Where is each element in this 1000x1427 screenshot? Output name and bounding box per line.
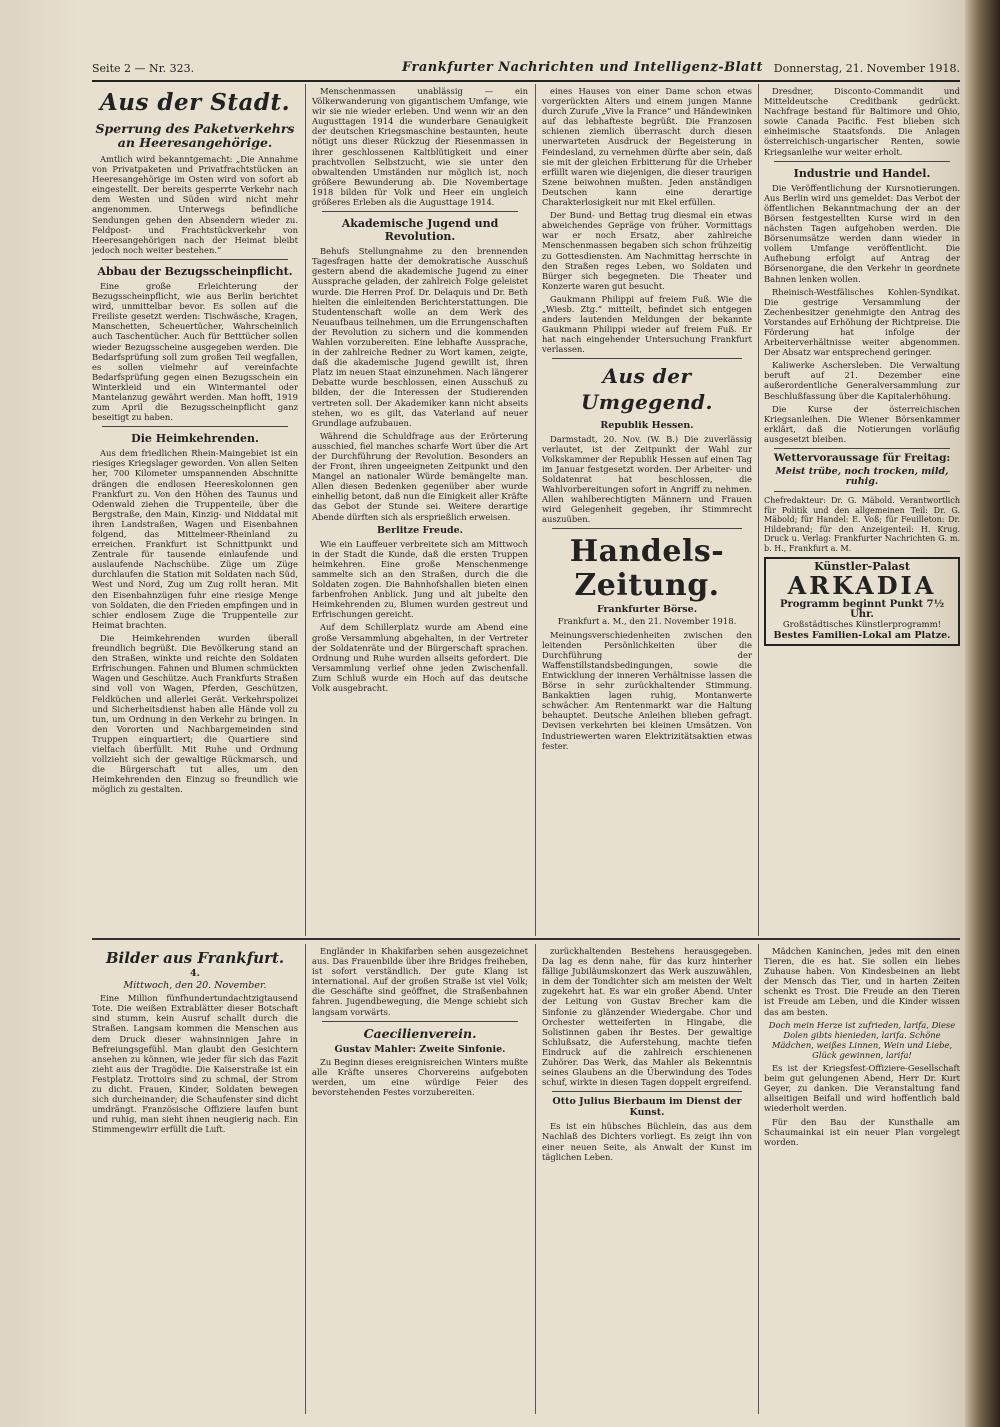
article-kunsthalle: Für den Bau der Kunsthalle am Schaumainkai ist ein neuer Plan vorgelegt worden. bbox=[764, 1116, 960, 1147]
bottom-column-4 bbox=[764, 946, 960, 1414]
article-continuation: Menschenmassen unablässig — ein Völkerwanderung von gigantischem Umfange, wie wir sie nie wieder erleben. Und wenn wir an den Augusttagen 1914 die wunderbare Genauigkeit der deutschen Kriegsmaschine bestaunten, heute nötigt uns dieser Rückzug der Riesenmassen in ihrer geschlossenen Kaltblütigkeit und einer prachtvollen Selbstzucht, wie sie unter den obwaltenden Umständen nur möglich ist, noch größere Bewunderung ab. Die Novembertage 1918 bilden für Volk und Heer ein ungleich größeres Erleben als die Augusttage 1914. bbox=[312, 86, 528, 208]
divider bbox=[552, 1091, 742, 1092]
column-rule bbox=[535, 84, 536, 936]
poem-verse: Doch mein Herze ist zufrieden, larifa, Diese Dolen gibts hienieden, larifa. Schöne Mädchen, weißes Linnen, Wein und Liebe, Glück gewinnen, larifa! bbox=[768, 1019, 956, 1060]
article-paketverkehr: Amtlich wird bekanntgemacht: „Die Annahme von Privatpaketen und Privatfrachtstücken an Heeresangehörige im Osten wird von sofort ab eingestellt. Der bereits gesperrte Verkehr nach dem Westen und Süden wird nicht mehr angenommen. Unterwegs befindliche Sendungen gehen den Absendern wieder zu. Feldpost- und Frachtstückverkehr von Heeresangehörigen nach der Heimat bleibt jedoch noch weiter bestehen.“ bbox=[92, 154, 298, 255]
column-1 bbox=[92, 86, 298, 936]
masthead: Frankfurter Nachrichten und Intelligenz-Blatt bbox=[402, 60, 763, 75]
article-bilder-frankfurt: Eine Million fünfhundertundachtzigtausend Tote. Die weißen Extrablätter dieser Botschaft sind stumm, kein Ausruf schallt durch die Straßen. Langsam kommen die Menschen aus dem Druck dieser wahnsinnigen Jahre in Befreiungsgefühl. Man glaubt den Gesichtern ansehen zu können, wie jeder für sich das Fazit zieht aus der Tragödie. Die Kaiserstraße ist ein Festplatz. Trottoirs sind zu schmal, der Strom zu dicht. Frauen, Kinder, Soldaten bewegen sich durcheinander; die Schaufenster sind dicht umdrängt. Französische Offiziere laufen bunt und ruhig, man sieht ihnen neugierig nach. Ein Stimmengewirr erfüllt die Luft. bbox=[92, 993, 298, 1135]
binding-edge bbox=[965, 0, 1000, 1427]
article-kaninchen: Mädchen Kaninchen, jedes mit den einen Tieren, die es hat. Sie sollen ein liebes Zuhause haben. Von Kindesbeinen an liebt der Mensch das Tier, und in harten Zeiten schenkt es Trost. Die Freude an den Tieren ist Freude am Leben, und die Kinder wissen das am besten. bbox=[764, 946, 960, 1017]
article-kriegsfest: Es ist der Kriegsfest-Offiziere-Gesellschaft beim gut gelungenen Abend, Herr Dr. Kurt Geyer, zu danken. Die Veranstaltung fand allseitigen Beifall und wird hoffentlich bald wiederholt werden. bbox=[764, 1063, 960, 1114]
headline-bierbaum: Otto Julius Bierbaum im Dienst der Kunst. bbox=[552, 1096, 742, 1119]
headline-heimkehrenden: Die Heimkehrenden. bbox=[131, 432, 259, 446]
article-gaukmann: Gaukmann Philippi auf freiem Fuß. Wie die „Wiesb. Ztg.“ mitteilt, befindet sich entgegen anders lautenden Meldungen der bekannte Gaukmann Philippi wieder auf freiem Fuß. Er hat nach eingehender Untersuchung Frankfurt verlassen. bbox=[542, 293, 752, 355]
section-title-handel: Handels-Zeitung. bbox=[569, 534, 725, 604]
divider bbox=[774, 448, 950, 449]
ad-line-2: Großstädtisches Künstlerprogramm! bbox=[782, 620, 942, 631]
column-rule bbox=[535, 944, 536, 1414]
article-freude-2: Auf dem Schillerplatz wurde am Abend eine große Versammlung abgehalten, in der Vertreter der Soldatenräte und der Bürgerschaft sprachen. Ordnung und Ruhe wurden allseits gefordert. Die Versammlung verlief ohne jeden Zwischenfall. Zum Schluß wurde ein Hoch auf das deutsche Volk ausgebracht. bbox=[312, 622, 528, 693]
ad-line-3: Bestes Familien-Lokal am Platze. bbox=[773, 629, 951, 641]
column-rule bbox=[758, 944, 759, 1414]
headline-bilder-frankfurt: Bilder aus Frankfurt. bbox=[105, 949, 285, 967]
divider bbox=[102, 426, 288, 427]
divider bbox=[774, 491, 950, 492]
headline-freude: Berlitze Freude. bbox=[377, 524, 463, 536]
article-bezugsschein: Eine große Erleichterung der Bezugsscheinpflicht, wie aus Berlin berichtet wird, unmittelbar bevor. Es sollen auf die Freiliste gesetzt werden: Tischwäsche, Kragen, Manschetten, Scheuertücher, Wahrscheinlich auch Taschentücher. Auch für Betttücher sollen wieder Bezugsscheine ausgegeben werden. Die Bedarfsprüfung soll zum großen Teil wegfallen, es sollen vielmehr auf vereinfachte Bedarfsprüfung gegen einen Bezugsschein ein Winterkleid und ein Wintermantel oder Mantelanzug gewährt werden. Man hofft, 1919 zum April die Bezugsscheinpflicht ganz beseitigt zu haben. bbox=[92, 280, 298, 423]
section-title-umgegend: Aus der Umgegend. bbox=[580, 364, 713, 415]
column-3 bbox=[542, 86, 752, 936]
divider bbox=[774, 161, 950, 162]
article-kursnotierungen: Die Veröffentlichung der Kursnotierungen. Aus Berlin wird uns gemeldet: Das Verbot der öffentlichen Bekanntmachung der an der Börsen festgestellten Kurse wird in den nächsten Tagen aufgehoben werden. Die Börsenumsätze werden dann wieder in vollem Umfange veröffentlicht. Die Aufhebung erfolgt auf Antrag der Börsenorgane, die den Verkehr in geordnete Bahnen lenken wollen. bbox=[764, 182, 960, 284]
article-darmstadt: Darmstadt, 20. Nov. (W. B.) Die zuverlässig verlautet, ist der Zeitpunkt der Wahl zur Volkskammer der Republik Hessen auf einen Tag im Januar festgesetzt worden. Der Arbeiter- und Soldatenrat hat beschlossen, die Wahlvorbereitungen sofort in Angriff zu nehmen. Allen wahlberechtigten Männern und Frauen wird Gelegenheit gegeben, ihr Stimmrecht auszuüben. bbox=[542, 433, 752, 525]
weather-text: Meist trübe, noch trocken, mild, ruhig. bbox=[775, 466, 949, 488]
series-number: 4. bbox=[190, 968, 200, 979]
bottom-column-2 bbox=[312, 946, 528, 1414]
article-caecilienverein: Zu Beginn dieses ereignisreichen Winters mußte alle Kräfte unseres Chorvereins aufgeboten werden, um eine würdige Feier des bevorstehenden Festes vorzubereiten. bbox=[312, 1056, 528, 1098]
column-rule bbox=[305, 944, 306, 1414]
article-kaliwerke: Kaliwerke Aschersleben. Die Verwaltung beruft auf 21. Dezember eine außerordentliche Generalversammlung zur Beschlußfassung über die Kapitalerhöhung. bbox=[764, 360, 960, 401]
feuilleton-date: Mittwoch, den 20. November. bbox=[123, 980, 267, 992]
page-header bbox=[92, 58, 960, 82]
headline-akademische-jugend: Akademische Jugend und Revolution. bbox=[341, 217, 499, 244]
article-bierbaum: Es ist ein hübsches Büchlein, das aus dem Nachlaß des Dichters vorliegt. Es zeigt ihn von einer neuen Seite, als Anwalt der Kunst im täglichen Leben. bbox=[542, 1121, 752, 1162]
article-bilder-cont: Engländer in Khakifarben sehen ausgezeichnet aus. Das Frauenbilde über ihre Bridges freiheben, ist sofort verständlich. Der gute Klang ist international. Auf der großen Straße ist viel Volk; die Geschäfte sind geöffnet, die Straßenbahnen fahren. Jugendbewegung, die Menge schiebt sich langsam vorwärts. bbox=[312, 946, 528, 1017]
divider bbox=[552, 358, 742, 359]
weather-title: Wettervoraussage für Freitag: bbox=[773, 452, 951, 464]
subhead-hessen: Republik Hessen. bbox=[600, 420, 694, 432]
column-4 bbox=[764, 86, 960, 936]
headline-industrie: Industrie und Handel. bbox=[793, 166, 931, 180]
article-mahler-review: zurückhaltenden Bestehens herausgegeben. Da lag es denn nahe, für das kurz hinterher fällige Jubiläumskonzert das Werk auszuwählen, in dem der Tondichter sich am meisten der Welt zugekehrt hat. Es war ein großer Abend. Unter der Leitung von Gustav Brecher kam die Sinfonie zu glänzender Wiedergabe. Chor und Orchester wetteiferten in Hingabe, die Solistinnen gaben ihr Bestes. Der gewaltige Schlußsatz, die Auferstehung, machte tiefen Eindruck auf die zahlreich erschienenen Zuhörer. Das Werk, das Mahler als Bekenntnis seines Glaubens an die Überwindung des Todes schuf, wirkte in diesen Tagen doppelt ergreifend. bbox=[542, 946, 752, 1088]
article-bettag: Der Bund- und Bettag trug diesmal ein etwas abweichendes Gepräge von früher. Vormittags war er noch Ersatz, aber zahlreiche Menschenmassen begaben sich schon frühzeitig zu Gottesdiensten. Am Nachmittag herrschte in den Straßen reges Leben, wo Soldaten und Bürger sich begegneten. Die Theater und Konzerte waren gut besucht. bbox=[542, 210, 752, 291]
section-divider bbox=[92, 938, 960, 940]
column-rule bbox=[305, 84, 306, 936]
article-boerse-cont: Dresdner, Disconto-Commandit und Mitteldeutsche Creditbank gedrückt. Nachfrage bestand für Baltimore und Ohio, sowie Canada Pacific. Fest blieben sich einheimische Staatsfonds. Die Anlagen österreichisch-ungarischer Renten, sowie Kriegsanleihe wur weiter erholt. bbox=[764, 86, 960, 157]
article-kriegsanleihen: Die Kurse der österreichischen Kriegsanleihen. Die Wiener Börsenkammer erklärt, daß die Notierungen vorläufig ausgesetzt bleiben. bbox=[764, 403, 960, 444]
article-vive-la-france: eines Hauses von einer Dame schon etwas vorgerückten Alters und einem jungen Manne durch Zurufe „Vive la France“ und Händewinken auf das lebhafteste begrüßt. Die Franzosen schienen ziemlich überrascht durch diesen unerwarteten Ausdruck der Begeisterung in Feindesland, zu vernehmen dürfte aber sein, daß sie mit der gleichen Erbitterung für die Urheber erfüllt waren wie diejenigen, die dieser traurigen Szene beiwohnen mußten. Jeden anständigen Deutschen kann eine derartige Charakterlosigkeit nur mit Ekel erfüllen. bbox=[542, 86, 752, 208]
headline-bezugsschein: Abbau der Bezugsscheinpflicht. bbox=[97, 264, 293, 278]
article-boerse: Meinungsverschiedenheiten zwischen den leitenden Persönlichkeiten über die Durchführung der Waffenstillstandsbedingungen, sowie die Entwicklung der inneren Verhältnisse lassen die Börse in sehr zurückhaltender Stimmung. Bankaktien lagen ruhig, Montanwerte schwächer. Am Rentenmarkt war die Haltung behauptet. Deutsche Anleihen blieben gefragt. Devisen verkehrten bei kleinen Umsätzen. Von Industriewerten waren Elektrizitätsaktien etwas fester. bbox=[542, 629, 752, 751]
imprint: Chefredakteur: Dr. G. Mäbold. Verantwortlich für Politik und den allgemeinen Teil: Dr. G. Mäbold; für Handel: E. Voß; für Feuilleton: Dr. Hildebrand; für den Anzeigenteil: H. Krug. Druck u. Verlag: Frankfurter Nachrichten G. m. b. H., Frankfurt a. M. bbox=[764, 496, 960, 553]
article-heimkehrenden-1: Aus dem friedlichen Rhein-Maingebiet ist ein riesiges Kriegslager geworden. Von allen Seiten her, 700 Kilometer umspannenden Abschnitte drängen die endlosen Heereskolonnen gen Frankfurt zu. Von den Höhen des Taunus und Odenwald ziehen die Truppenteile, über die Bergstraße, den Main, Kinzig- und Niddatal mit ihren Landstraßen, Wagen und Eisenbahnen folgend, das Mittelmeer-Rheinland zu erreichen. Frankfurt ist Schnittpunkt und Zentrale für tausende einlaufende und auslaufende Nachschübe. Züge um Züge durchlaufen die Station mit Soldaten nach Süd, West und Nord, Zug um Zug rollt heran. Mit den Eisenbahnzügen fuhr eine riesige Menge von Soldaten, die den Frieden empfingen und in schier endlosem Zuge die Truppenteile zur Heimat brachten. bbox=[92, 448, 298, 630]
issue-date: Donnerstag, 21. November 1918. bbox=[773, 62, 960, 75]
article-akademische-jugend-2: Während die Schuldfrage aus der Erörterung ausschied, fiel manches scharfe Wort über die Art der Durchführung der Revolution. Besonders an der Front, ihren ungeeigneten Zeitpunkt und den Mangel an nationaler Würde bemängelte man. Allen diesen Bedenken gegenüber aber wurde einhellig betont, daß nun die Einigkeit aller Kräfte das Gebot der Stunde sei. Weitere derartige Abende dürften sich als ersprießlich erweisen. bbox=[312, 430, 528, 522]
headline-paketverkehr: Sperrung des Paketverkehrs an Heeresangehörige. bbox=[95, 121, 295, 150]
subhead-boerse: Frankfurter Börse. bbox=[596, 604, 698, 616]
divider bbox=[552, 528, 742, 529]
article-heimkehrenden-2: Die Heimkehrenden wurden überall freundlich begrüßt. Die Bevölkerung stand an den Straßen, winkte und reichte den Soldaten Erfrischungen. Fahnen und Blumen schmückten Wagen und Geschütze. Auch Frankfurts Straßen sind voll von Wagen, Pferden, Geschützen, Feldküchen und allerlei Gerät. Verkehrspolizei und Sicherheitsdienst haben alle Hände voll zu tun, um Ordnung in den Verkehr zu bringen. In den Vororten und Nachbargemeinden sind Truppen einquartiert; die Quartiere sind vielfach überfüllt. Mit Ruhe und Ordnung vollzieht sich der gewaltige Rückmarsch, und die Bürgerschaft tut alles, um den Heimkehrenden den Einzug so freundlich wie möglich zu gestalten. bbox=[92, 632, 298, 795]
article-kohlen-syndikat: Rheinisch-Westfälisches Kohlen-Syndikat. Die gestrige Versammlung der Zechenbesitzer genehmigte den Antrag des Vorstandes auf Erhöhung der Richtpreise. Die Förderung hat infolge der Arbeiterverhältnisse weiter abgenommen. Der Absatz war entsprechend geringer. bbox=[764, 286, 960, 358]
ad-name: ARKADIA bbox=[787, 571, 937, 601]
arkadia-advertisement bbox=[764, 557, 960, 645]
ad-pretitle: Künstler-Palast bbox=[814, 560, 910, 574]
divider bbox=[322, 211, 518, 212]
headline-caecilienverein: Caecilienverein. bbox=[363, 1025, 477, 1041]
page-number: Seite 2 — Nr. 323. bbox=[92, 62, 195, 75]
bottom-column-1 bbox=[92, 946, 298, 1414]
column-rule bbox=[758, 84, 759, 936]
section-title-stadt: Aus der Stadt. bbox=[99, 89, 291, 116]
boerse-dateline: Frankfurt a. M., den 21. November 1918. bbox=[557, 617, 737, 628]
article-freude: Wie ein Lauffeuer verbreitete sich am Mittwoch in der Stadt die Kunde, daß die ersten Truppen heimkehren. Eine große Menschenmenge sammelte sich an den Straßen, durch die die Soldaten zogen. Die Bahnhofshallen bieten einen farbenfrohen Anblick. Jung und alt jubelte den Heimkehrenden zu, Blumen wurden gestreut und Erfrischungen gereicht. bbox=[312, 538, 528, 620]
ad-line-1: Programm beginnt Punkt 7½ Uhr. bbox=[779, 599, 945, 621]
divider bbox=[322, 1021, 518, 1022]
subhead-mahler: Gustav Mahler: Zweite Sinfonie. bbox=[334, 1043, 506, 1055]
article-akademische-jugend: Behufs Stellungnahme zu den brennenden Tagesfragen hatte der demokratische Ausschuß gestern abend die akademische Jugend zu einer Aussprache geladen, der zahlreich Folge geleistet wurde. Die Herren Prof. Dr. Delaquis und Dr. Beth hielten die einleitenden Berichterstattungen. Die Studentenschaft wolle an dem Werk des Neuaufbaus teilnehmen, um die Errungenschaften der Revolution zu sichern und die kommenden Wahlen vorzubereiten. Eine lebhafte Aussprache, in der zahlreiche Redner zu Wort kamen, zeigte, daß die akademische Jugend gewillt ist, ihren Platz im neuen Staat einzunehmen. Nach längerer Debatte wurde beschlossen, einen Ausschuß zu bilden, der die Interessen der Studierenden vertreten soll. Der Akademiker kann nicht abseits stehen, wo es gilt, das Vaterland auf neuer Grundlage aufzubauen. bbox=[312, 246, 528, 428]
bottom-column-3 bbox=[542, 946, 752, 1414]
divider bbox=[102, 259, 288, 260]
column-2 bbox=[312, 86, 528, 936]
